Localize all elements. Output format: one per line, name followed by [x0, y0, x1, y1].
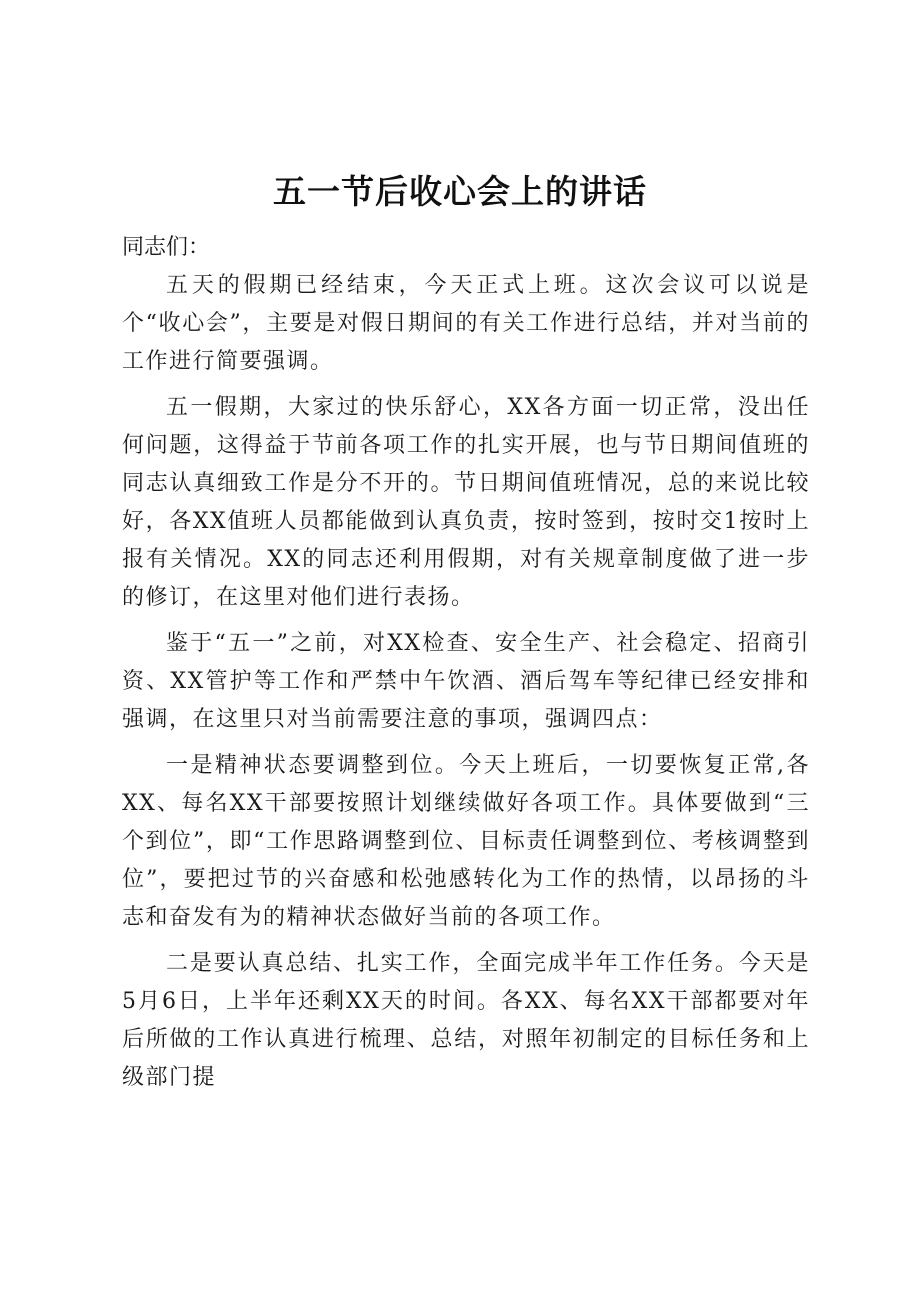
paragraph-4: 一是精神状态要调整到位。今天上班后，一切要恢复正常,各XX、每名XX干部要按照计划继续做好各项工作。具体要做到“三个到位”，即“工作思路调整到位、目标责任调整到位、考核调整到位”，要把过节的兴奋感和松弛感转化为工作的热情，以昂扬的斗志和奋发有为的精神状态做好当前的各项工作。 [122, 753, 810, 930]
paragraph-3: 鉴于“五一”之前，对XX检查、安全生产、社会稳定、招商引资、XX管护等工作和严禁中午饮酒、酒后驾车等纪律已经安排和强调，在这里只对当前需要注意的事项，强调四点： [122, 631, 810, 732]
salutation: 同志们： [122, 235, 211, 260]
paragraph-5: 二是要认真总结、扎实工作，全面完成半年工作任务。今天是5月6日，上半年还剩XX天的时间。各XX、每名XX干部都要对年后所做的工作认真进行梳理、总结，对照年初制定的目标任务和上级部门提 [122, 951, 810, 1090]
paragraph-1: 五天的假期已经结束，今天正式上班。这次会议可以说是个“收心会”，主要是对假日期间的有关工作进行总结，并对当前的工作进行简要强调。 [122, 273, 810, 374]
document-body [122, 267, 810, 1105]
document-title: 五一节后收心会上的讲话 [273, 172, 647, 211]
paragraph-2: 五一假期，大家过的快乐舒心，XX各方面一切正常，没出任何问题，这得益于节前各项工作的扎实开展，也与节日期间值班的同志认真细致工作是分不开的。节日期间值班情况，总的来说比较好，各XX值班人员都能做到认真负责，按时签到，按时交1按时上报有关情况。XX的同志还利用假期，对有关规章制度做了进一步的修订，在这里对他们进行表扬。 [122, 395, 810, 610]
